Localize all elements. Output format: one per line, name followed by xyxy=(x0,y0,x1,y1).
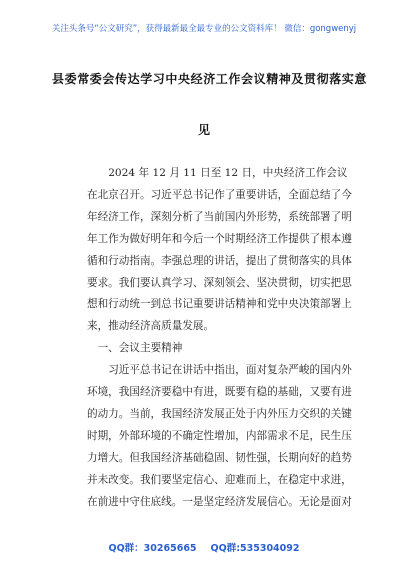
header-banner: 关注头条号“公文研究”，获得最新最全最专业的公文资料库！ 微信：gongwenyj xyxy=(51,24,357,34)
footer-qq-group-2: QQ群:535304092 xyxy=(210,543,300,554)
footer-qq-group-1: QQ群：30265665 xyxy=(108,543,197,554)
footer-contact xyxy=(0,540,408,554)
document-title-line-1: 县委常委会传达学习中央经济工作会议精神及贯彻落实意 xyxy=(52,72,368,86)
section-heading-1: 一、会议主要精神 xyxy=(97,342,183,355)
paragraph-section-1: 习近平总书记在讲话中指出，面对复杂严峻的国内外环境，我国经济要稳中有进，既要有稳的基础，又要有进的动力。当前，我国经济发展正处于内外压力交织的关键时期，外部环境的不确定性增加，内部需求不足，民生压力增大。但我国经济基础稳固、韧性强，长期向好的趋势并未改变。我们要坚定信心、迎难而上，在稳定中求进，在前进中守住底线。一是坚定经济发展信心。无论是面对 xyxy=(87,364,352,508)
document-title-line-2: 见 xyxy=(197,123,210,137)
document-body xyxy=(87,163,355,514)
paragraph-intro: 2024 年 12 月 11 日至 12 日，中央经济工作会议在北京召开。习近平总书记作了重要讲话，全面总结了今年经济工作，深刻分析了当前国内外形势，系统部署了明年工作为做好明年和今后一个时期经济工作提供了根本遵循和行动指南。李强总理的讲话，提出了贯彻落实的具体要求。我们要认真学习、深刻领会、坚决贯彻，切实把思想和行动统一到总书记重要讲话精神和党中央决策部署上来，推动经济高质量发展。 xyxy=(87,167,352,333)
